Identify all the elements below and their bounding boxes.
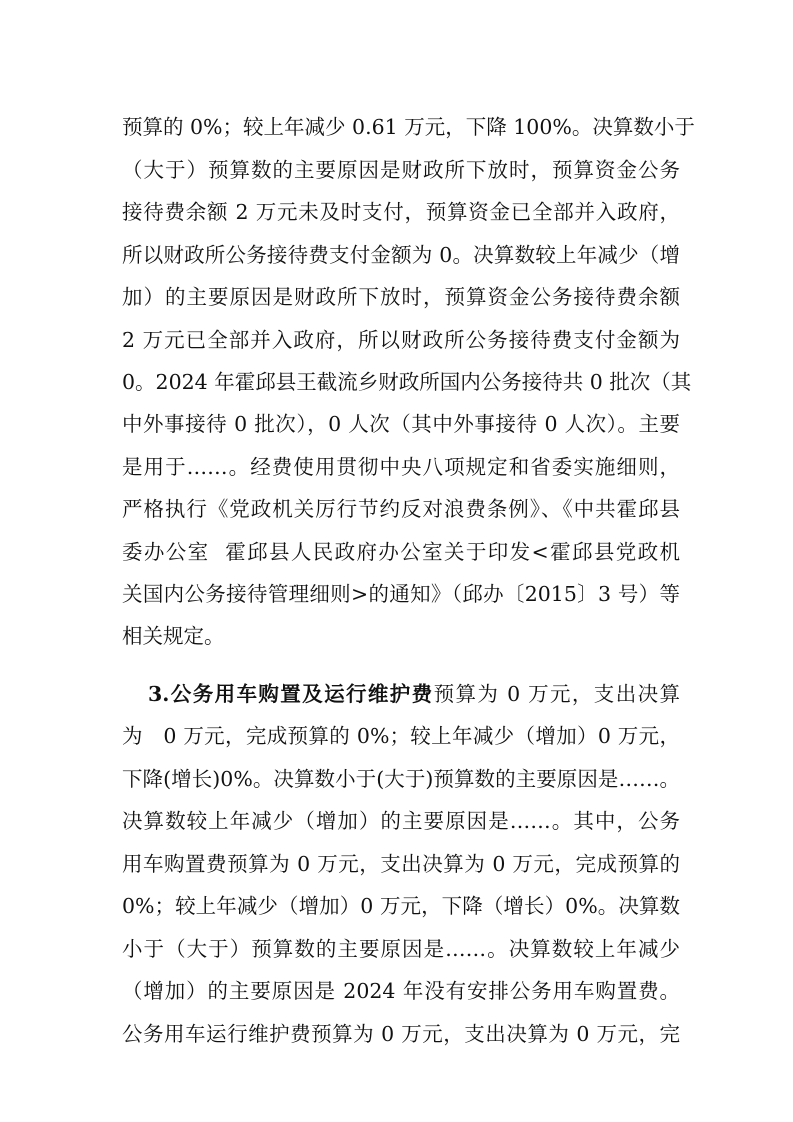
text-line: （增加）的主要原因是 2024 年没有安排公务用车购置费。 [122,979,680,1003]
text-line: 0。2024 年霍邱县王截流乡财政所国内公务接待共 0 批次（其 [122,370,692,394]
text-line: 关国内公务接待管理细则>的通知》（邱办〔2015〕3 号）等 [122,582,680,606]
text-line: 下降(增长)0%。决算数小于(大于)预算数的主要原因是……。 [122,767,680,791]
text-line: 中外事接待 0 批次），0 人次（其中外事接待 0 人次）。主要 [122,412,680,436]
section-heading: 3.公务用车购置及运行维护费 [148,682,434,706]
text-line: 是用于……。经费使用贯彻中央八项规定和省委实施细则， [122,455,680,479]
text-line: 决算数较上年减少（增加）的主要原因是……。其中，公务 [122,809,680,833]
text-line: 用车购置费预算为 0 万元，支出决算为 0 万元，完成预算的 [122,852,680,876]
text-line: （大于）预算数的主要原因是财政所下放时，预算资金公务 [122,158,680,182]
text-line: 为 0 万元，完成预算的 0%；较上年减少（增加）0 万元， [122,724,680,748]
text-line [148,681,680,707]
text-line: 相关规定。 [122,624,225,648]
text-line: 接待费余额 2 万元未及时支付，预算资金已全部并入政府， [122,200,680,224]
text-line: 小于（大于）预算数的主要原因是……。决算数较上年减少 [122,937,680,961]
text-line: 2 万元已全部并入政府，所以财政所公务接待费支付金额为 [122,328,680,352]
text-span: 预算为 0 万元，支出决算 [433,682,680,706]
text-line: 加）的主要原因是财政所下放时，预算资金公务接待费余额 [122,285,680,309]
text-line: 严格执行《党政机关厉行节约反对浪费条例》、《中共霍邱县 [122,497,680,521]
text-line: 委办公室 霍邱县人民政府办公室关于印发<霍邱县党政机 [122,540,680,564]
text-line: 预算的 0%；较上年减少 0.61 万元，下降 100%。决算数小于 [122,115,695,139]
text-line: 公务用车运行维护费预算为 0 万元，支出决算为 0 万元，完 [122,1022,680,1046]
text-line: 0%；较上年减少（增加）0 万元，下降（增长）0%。决算数 [122,894,680,918]
text-line: 所以财政所公务接待费支付金额为 0。决算数较上年减少（增 [122,243,680,267]
